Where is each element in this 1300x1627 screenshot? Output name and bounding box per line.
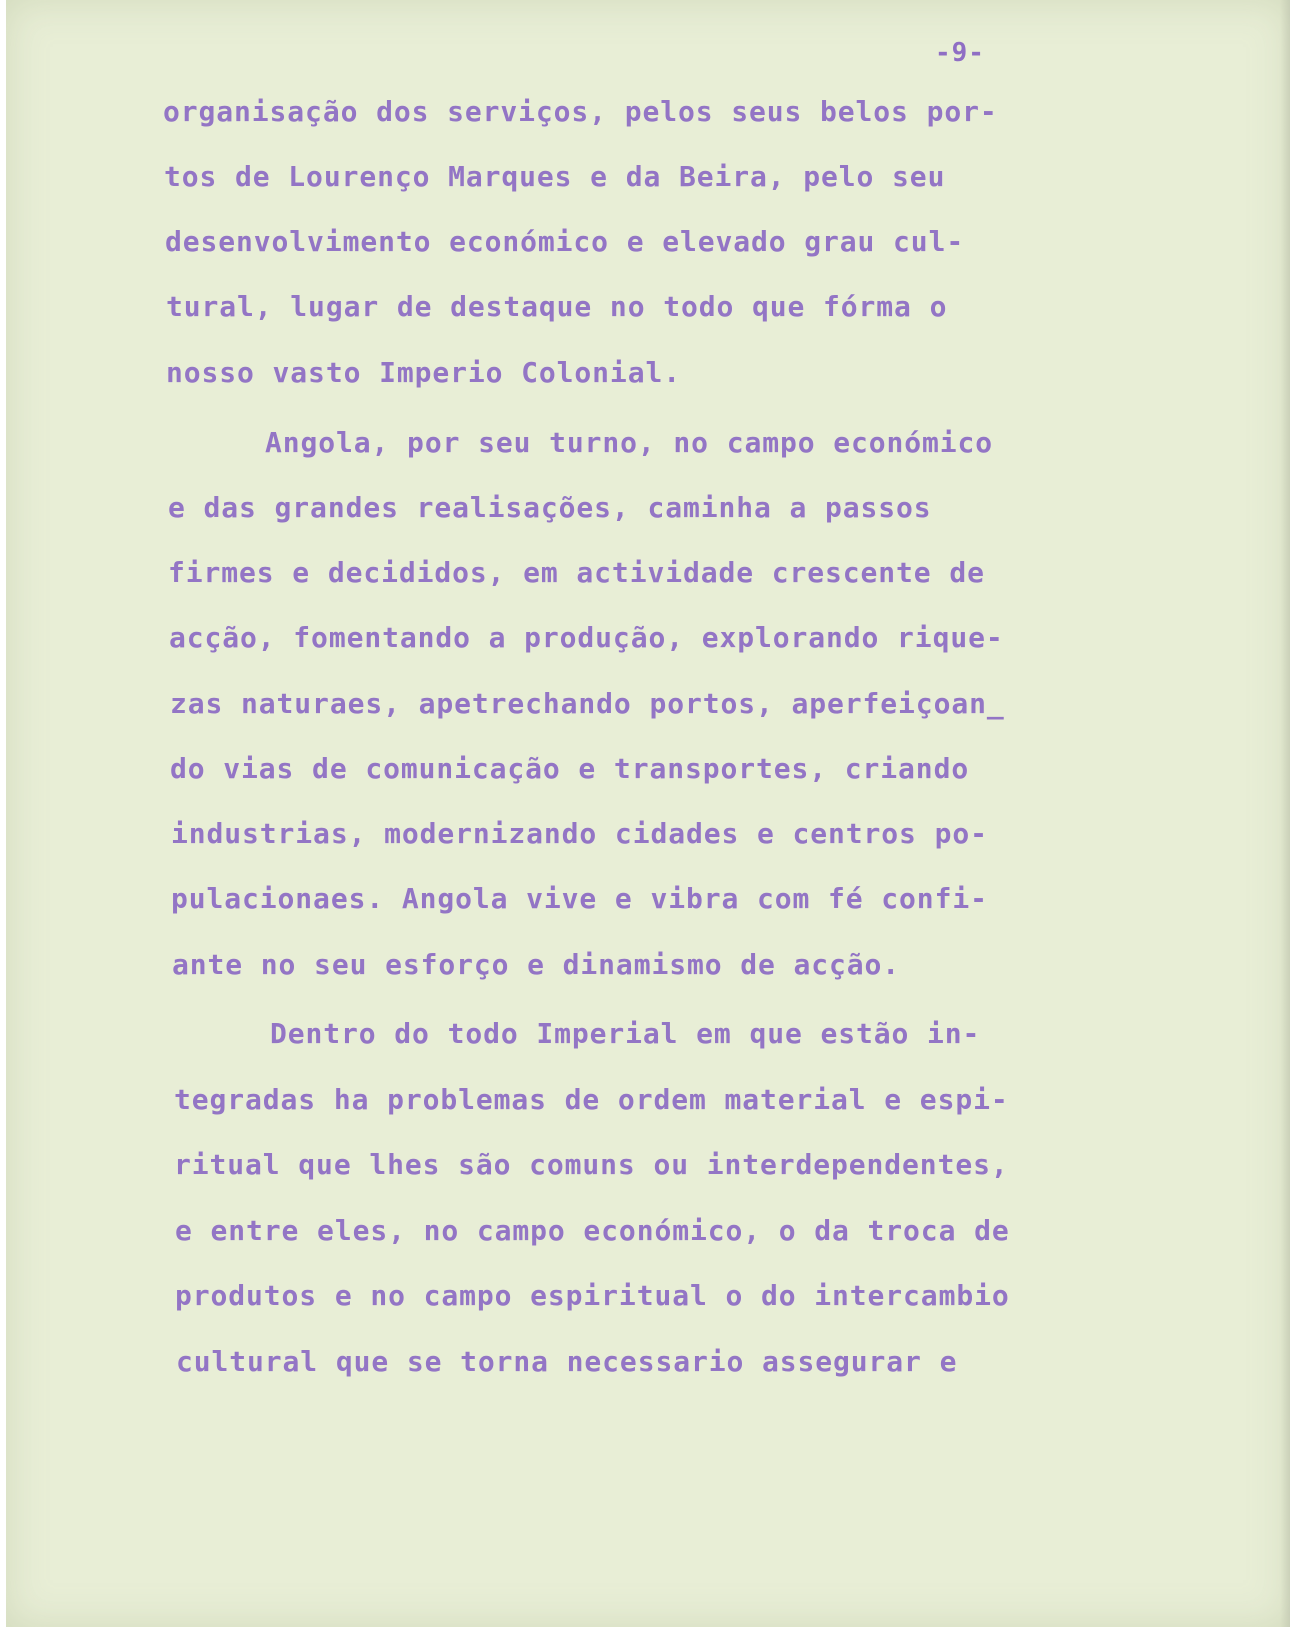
text-line: nosso vasto Imperio Colonial.	[166, 356, 681, 389]
text-line: organisação dos serviços, pelos seus belos por-	[163, 95, 998, 128]
text-line: e das grandes realisações, caminha a passos	[168, 491, 932, 524]
text-line: ritual que lhes são comuns ou interdependentes,	[174, 1148, 1009, 1181]
text-line: industrias, modernizando cidades e centros po-	[171, 817, 988, 850]
text-line: ante no seu esforço e dinamismo de acção.	[172, 948, 901, 981]
text-line: desenvolvimento económico e elevado grau cul-	[165, 225, 965, 258]
text-line: acção, fomentando a produção, explorando rique-	[169, 621, 1004, 654]
text-line: do vias de comunicação e transportes, criando	[170, 752, 970, 785]
text-line: tegradas ha problemas de ordem material e espi-	[174, 1083, 1009, 1116]
text-line: tural, lugar de destaque no todo que fórma o	[166, 290, 948, 323]
text-line: tos de Lourenço Marques e da Beira, pelo seu	[164, 160, 946, 193]
text-line: zas naturaes, apetrechando portos, aperfeiçoan_	[170, 687, 1005, 720]
text-line: Dentro do todo Imperial em que estão in-	[270, 1017, 981, 1050]
text-line: produtos e no campo espiritual o do intercambio	[175, 1279, 1010, 1312]
text-line: cultural que se torna necessario assegurar e	[176, 1345, 958, 1378]
text-line: Angola, por seu turno, no campo económico	[265, 426, 994, 459]
text-line: pulacionaes. Angola vive e vibra com fé confi-	[171, 882, 988, 915]
text-line: e entre eles, no campo económico, o da troca de	[175, 1214, 1010, 1247]
text-line: firmes e decididos, em actividade crescente de	[168, 556, 985, 589]
page-number: -9-	[935, 38, 985, 68]
